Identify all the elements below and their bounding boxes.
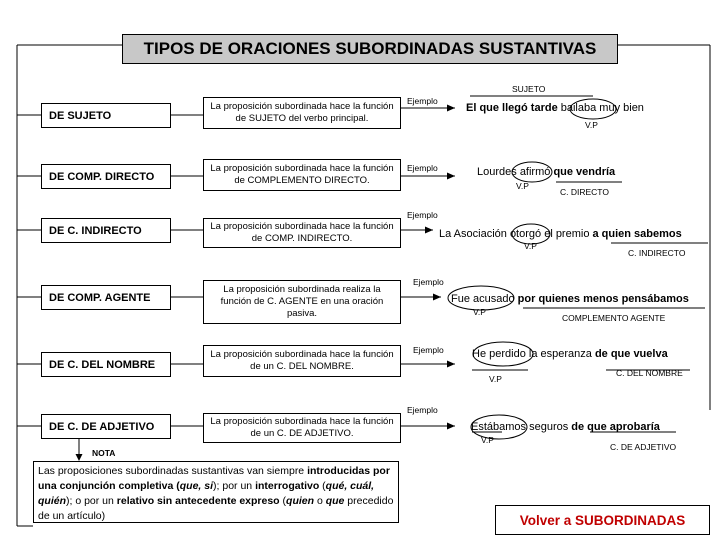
nota-text: ); o por un bbox=[66, 495, 117, 507]
nota-bold-italic: quien bbox=[286, 495, 315, 507]
nota-text: ); por un bbox=[213, 480, 256, 492]
verb-label-sujeto: V.P bbox=[585, 120, 598, 130]
ejemplo-label: Ejemplo bbox=[407, 96, 438, 106]
example-c-del-nombre bbox=[472, 348, 668, 360]
example-suffix: muy bien bbox=[596, 102, 644, 114]
example-verb: Fue acusado bbox=[451, 293, 515, 305]
example-subordinate: de que aprobaría bbox=[571, 421, 660, 433]
example-verb: otorgó bbox=[509, 228, 542, 240]
diagram-title: TIPOS DE ORACIONES SUBORDINADAS SUSTANTIVAS bbox=[122, 34, 618, 64]
category-c-indirecto: DE C. INDIRECTO bbox=[41, 218, 171, 243]
category-c-de-adjetivo: DE C. DE ADJETIVO bbox=[41, 414, 171, 439]
example-subordinate: que vendría bbox=[553, 166, 616, 178]
nota-text: ( bbox=[319, 480, 326, 492]
example-verb: He perdido bbox=[472, 348, 526, 360]
function-label-sujeto: SUJETO bbox=[512, 84, 546, 94]
verb-label-c-del-nombre: V.P bbox=[489, 374, 502, 384]
nota-bold: introducidas por una conjunción completiva ( bbox=[38, 465, 390, 492]
example-suffix: el premio bbox=[541, 228, 593, 240]
verb-label-c-de-adjetivo: V.P bbox=[481, 435, 494, 445]
function-label-c-indirecto: C. INDIRECTO bbox=[628, 248, 686, 258]
nota-bold: relativo sin antecedente expreso bbox=[116, 495, 280, 507]
nota-bold: interrogativo bbox=[255, 480, 320, 492]
description-sujeto: La proposición subordinada hace la función de SUJETO del verbo principal. bbox=[203, 97, 401, 129]
example-comp-directo bbox=[477, 166, 615, 178]
ejemplo-label: Ejemplo bbox=[407, 405, 438, 415]
nota-text: Las proposiciones subordinadas sustantivas van siempre bbox=[38, 465, 308, 477]
volver-subordinadas-button[interactable]: Volver a SUBORDINADAS bbox=[495, 505, 710, 535]
example-comp-agente bbox=[451, 293, 689, 305]
example-verb: Estábamos bbox=[471, 421, 527, 433]
nota-bold-italic: qué, cuál, quién bbox=[38, 480, 375, 507]
function-label-comp-directo: C. DIRECTO bbox=[560, 187, 609, 197]
example-c-indirecto bbox=[439, 228, 682, 240]
example-sujeto bbox=[466, 102, 644, 114]
nota-text: precedido de un artículo) bbox=[38, 495, 394, 522]
description-c-del-nombre: La proposición subordinada hace la función de un C. DEL NOMBRE. bbox=[203, 345, 401, 377]
description-comp-directo: La proposición subordinada hace la función de COMPLEMENTO DIRECTO. bbox=[203, 159, 401, 191]
category-comp-directo: DE COMP. DIRECTO bbox=[41, 164, 171, 189]
example-subordinate: por quienes menos pensábamos bbox=[517, 293, 689, 305]
example-suffix: seguros bbox=[526, 421, 572, 433]
function-label-c-del-nombre: C. DEL NOMBRE bbox=[616, 368, 683, 378]
description-comp-agente: La proposición subordinada realiza la función de C. AGENTE en una oración pasiva. bbox=[203, 280, 401, 324]
nota-bold-italic: que bbox=[325, 495, 345, 507]
example-subordinate: a quien sabemos bbox=[592, 228, 682, 240]
nota-label: NOTA bbox=[92, 448, 116, 458]
example-prefix: Lourdes bbox=[477, 166, 520, 178]
category-comp-agente: DE COMP. AGENTE bbox=[41, 285, 171, 310]
verb-label-comp-directo: V.P bbox=[516, 181, 529, 191]
example-prefix: La Asociación bbox=[439, 228, 510, 240]
nota-text: ( bbox=[279, 495, 287, 507]
nota-bold-italic: que, si bbox=[179, 480, 214, 492]
example-subordinate: de que vuelva bbox=[594, 348, 668, 360]
ejemplo-label: Ejemplo bbox=[413, 277, 444, 287]
ejemplo-label: Ejemplo bbox=[407, 163, 438, 173]
example-verb: afirmó bbox=[519, 166, 551, 178]
function-label-c-de-adjetivo: C. DE ADJETIVO bbox=[610, 442, 677, 452]
example-suffix: la esperanza bbox=[525, 348, 595, 360]
function-label-comp-agente: COMPLEMENTO AGENTE bbox=[562, 313, 666, 323]
description-c-de-adjetivo: La proposición subordinada hace la función de un C. DE ADJETIVO. bbox=[203, 413, 401, 443]
example-subordinate: El que llegó tarde bbox=[466, 102, 558, 114]
nota-box bbox=[33, 461, 399, 523]
verb-label-comp-agente: V.P bbox=[473, 307, 486, 317]
description-c-indirecto: La proposición subordinada hace la función de COMP. INDIRECTO. bbox=[203, 218, 401, 248]
category-sujeto: DE SUJETO bbox=[41, 103, 171, 128]
ejemplo-label: Ejemplo bbox=[407, 210, 438, 220]
example-verb: bailaba bbox=[560, 102, 597, 114]
nota-text: o bbox=[314, 495, 326, 507]
ejemplo-label: Ejemplo bbox=[413, 345, 444, 355]
example-c-de-adjetivo bbox=[471, 421, 660, 433]
verb-label-c-indirecto: V.P bbox=[524, 241, 537, 251]
category-c-del-nombre: DE C. DEL NOMBRE bbox=[41, 352, 171, 377]
